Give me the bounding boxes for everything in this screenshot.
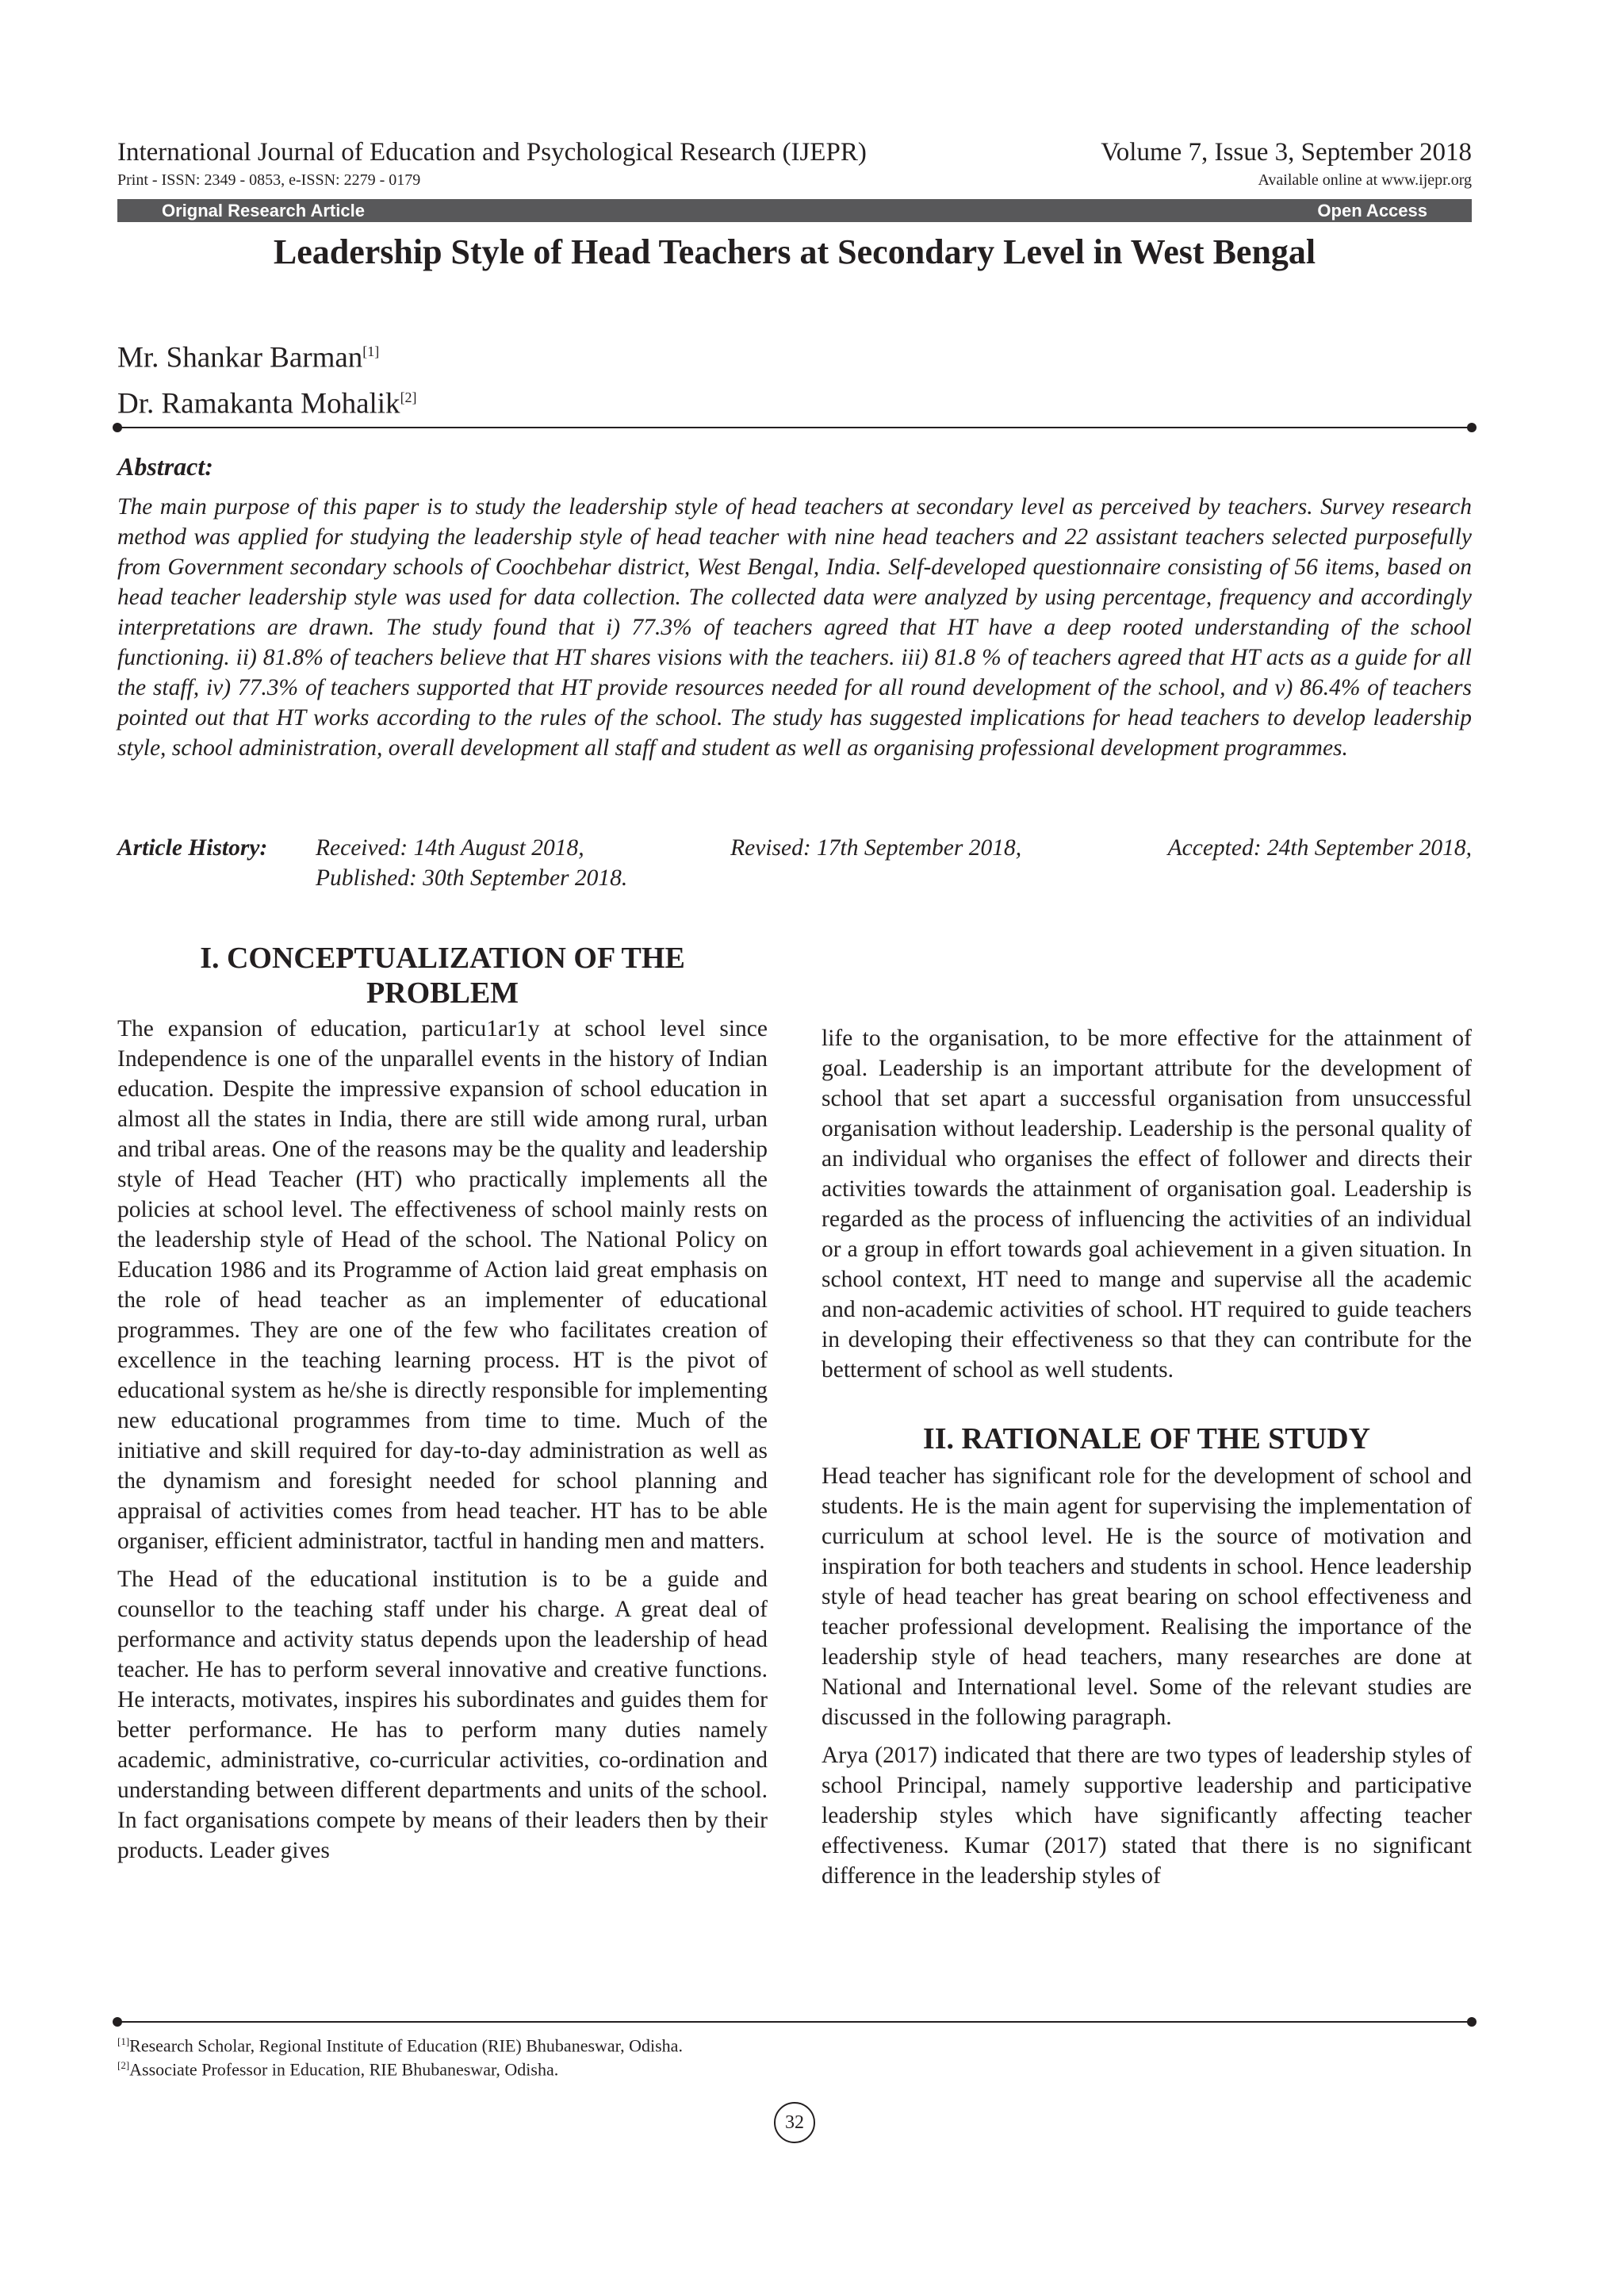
issn-line xyxy=(117,171,1472,190)
section2-heading: II. RATIONALE OF THE STUDY xyxy=(922,1422,1371,1456)
journal-name: International Journal of Education and Psychological Research (IJEPR) xyxy=(117,138,867,167)
footnote-text: Associate Professor in Education, RIE Bhubaneswar, Odisha. xyxy=(129,2059,559,2080)
right-column xyxy=(822,1023,1472,1891)
section1-heading-line1: I. CONCEPTUALIZATION OF THE xyxy=(200,942,685,975)
footnote-text: Research Scholar, Regional Institute of Education (RIE) Bhubaneswar, Odisha. xyxy=(129,2035,683,2056)
author-ref: [2] xyxy=(400,389,417,406)
abstract-text: The main purpose of this paper is to study the leadership style of head teachers at secondary level as perceived by teachers. Survey research method was applied for studying the leadership style of head teacher with nine head teachers and 22 assistant teachers selected purposefully from Government secondary schools of Coochbehar district, West Bengal, India. Self-developed questionnaire consisting of 56 items, based on head teacher leadership style was used for data collection. The collected data were analyzed by using percentage, frequency and accordingly interpretations are drawn. The study found that i) 77.3% of teachers agreed that HT have a deep rooted understanding of the school functioning. ii) 81.8% of teachers believe that HT shares visions with the teachers. iii) 81.8 % of teachers agreed that HT acts as a guide for all the staff, iv) 77.3% of teachers supported that HT provide resources needed for all round development of the school, and v) 86.4% of teachers pointed out that HT works according to the rules of the school. The study has suggested implications for head teachers to develop leadership style, school administration, overall development all staff and student as well as organising professional development programmes. xyxy=(117,494,1472,761)
footnote-ref: [2] xyxy=(117,2059,130,2071)
author-name: Mr. Shankar Barman xyxy=(117,341,363,374)
left-column xyxy=(117,941,768,1866)
footnote xyxy=(117,2054,558,2081)
volume-info: Volume 7, Issue 3, September 2018 xyxy=(1101,138,1472,167)
journal-header xyxy=(117,138,1472,167)
author-list xyxy=(117,332,417,424)
author-name: Dr. Ramakanta Mohalik xyxy=(117,387,400,420)
paragraph: Arya (2017) indicated that there are two types of leadership styles of school Principal, namely supportive leadership and participative leadership styles which have significantly affecting teacher effectiveness. Kumar (2017) stated that there is no significant difference in the leadership styles of xyxy=(822,1743,1472,1889)
history-label: Article History: xyxy=(117,835,268,861)
paper-title: Leadership Style of Head Teachers at Secondary Level in West Bengal xyxy=(273,232,1316,271)
history-dates xyxy=(316,833,1472,893)
published-date: Published: 30th September 2018. xyxy=(316,865,628,891)
paragraph: The expansion of education, particu1ar1y at school level since Independence is one of the unparallel events in the history of Indian education. Despite the impressive expansion of school education in almost all the states in India, there are still wide among rural, urban and tribal areas. One of the reasons may be the quality and leadership style of Head Teacher (HT) who practically implements all the policies at school level. The effectiveness of school mainly rests on the leadership style of Head of the school. The National Policy on Education 1986 and its Programme of Action laid great emphasis on the role of head teacher as an implementer of educational programmes. They are one of the few who facilitates creation of excellence in the teaching learning process. HT is the pivot of educational system as he/she is directly responsible for implementing new educational programmes from time to time. Much of the initiative and skill required for day-to-day administration as well as the dynamism and foresight needed for school planning and appraisal of activities comes from head teacher. HT has to be able organiser, efficient administrator, tactful in handing men and matters. xyxy=(117,1016,768,1554)
author-ref: [1] xyxy=(362,343,380,359)
abstract-label: Abstract: xyxy=(117,452,213,481)
section1-heading-line2: PROBLEM xyxy=(366,976,519,1010)
article-banner xyxy=(117,199,1472,222)
paragraph: The Head of the educational institution is to be a guide and counsellor to the teaching staff under his charge. A great deal of performance and activity status depends upon the leadership of head teacher. He has to perform several innovative and creative functions. He interacts, motivates, inspires his subordinates and guides them for better performance. He has to perform many duties namely academic, administrative, co-curricular activities, co-ordination and understanding between different departments and units of the school. In fact organisations compete by means of their leaders then by their products. Leader gives xyxy=(117,1567,768,1863)
accepted-date: Accepted: 24th September 2018, xyxy=(1167,835,1472,861)
author xyxy=(117,378,417,424)
section-heading xyxy=(117,941,768,1011)
available-online-text: Available online at www.ijepr.org xyxy=(1258,171,1472,189)
footnote-divider xyxy=(117,2021,1472,2023)
footnote-ref: [1] xyxy=(117,2035,130,2047)
revised-date: Revised: 17th September 2018, xyxy=(730,835,1022,861)
page-number: 32 xyxy=(774,2102,815,2143)
footnote xyxy=(117,2031,683,2057)
paragraph: Head teacher has significant role for the development of school and students. He is the main agent for supervising the implementation of curriculum at school level. He is the source of motivation and inspiration for both teachers and students in school. Hence leadership style of head teacher has great bearing on school effectiveness and teacher professional development. Realising the importance of the leadership style of head teachers, many researches are done at National and International level. Some of the relevant studies are discussed in the following paragraph. xyxy=(822,1463,1472,1730)
received-date: Received: 14th August 2018, xyxy=(316,835,584,861)
header-divider xyxy=(117,427,1472,428)
article-type: Orignal Research Article xyxy=(162,200,365,221)
access-label: Open Access xyxy=(1317,200,1427,221)
paragraph: life to the organisation, to be more effective for the attainment of goal. Leadership is an important attribute for the development of school that set apart a successful organisation from unsuccessful organisation without leadership. Leadership is the personal quality of an individual who organises the effect of follower and directs their activities towards the attainment of organisation goal. Leadership is regarded as the process of influencing the activities of an individual or a group in effort towards goal achievement in a given situation. In school context, HT need to mange and supervise all the academic and non-academic activities of school. HT required to guide teachers in developing their effectiveness so that they can contribute for the betterment of school as well students. xyxy=(822,1026,1472,1383)
author xyxy=(117,332,417,378)
issn-text: Print - ISSN: 2349 - 0853, e-ISSN: 2279 - 0179 xyxy=(117,171,421,189)
